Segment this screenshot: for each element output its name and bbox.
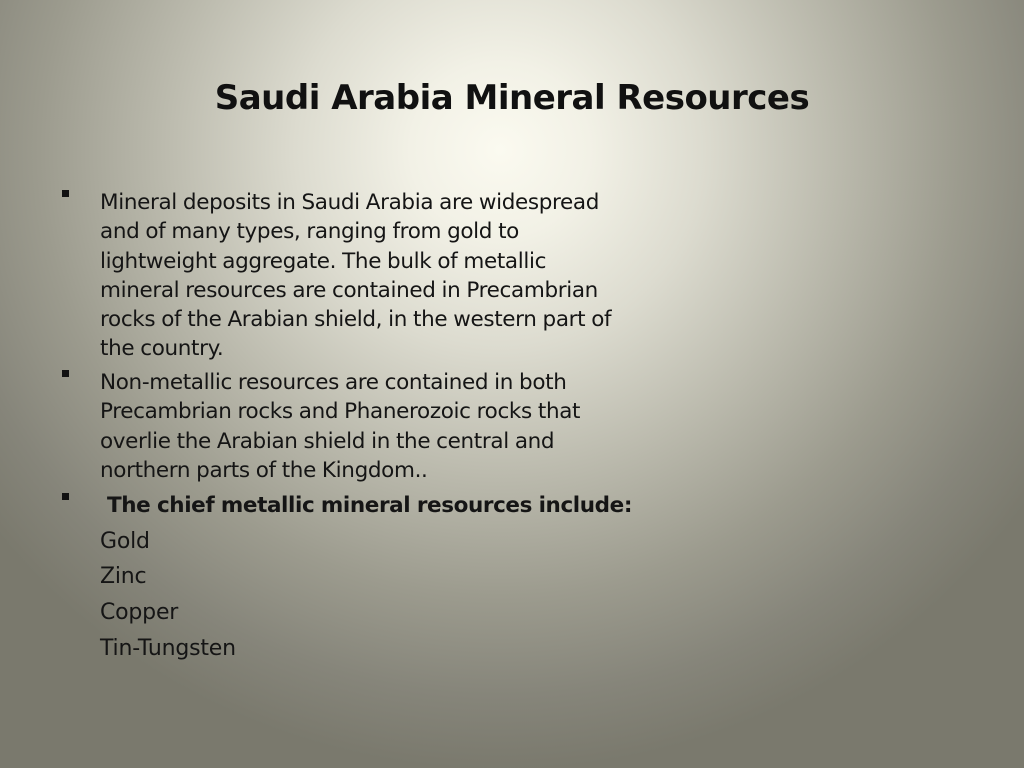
- mineral-item-gold: Gold: [100, 529, 150, 554]
- paragraph-line: rocks of the Arabian shield, in the western part of: [100, 307, 612, 333]
- paragraph-line: lightweight aggregate. The bulk of metallic: [100, 248, 547, 274]
- slide-title: Saudi Arabia Mineral Resources: [214, 78, 810, 118]
- bullet-paragraph-1: [100, 188, 660, 364]
- bullet-paragraph-2: [100, 368, 660, 485]
- mineral-item-tin-tungsten: Tin-Tungsten: [100, 636, 236, 661]
- paragraph-line: northern parts of the Kingdom..: [100, 457, 428, 483]
- mineral-item-copper: Copper: [100, 600, 179, 625]
- paragraph-line: Mineral deposits in Saudi Arabia are widespread: [100, 190, 600, 215]
- mineral-item-zinc: Zinc: [100, 564, 147, 589]
- paragraph-line: and of many types, ranging from gold to: [100, 219, 519, 245]
- paragraph-line: the country.: [100, 336, 224, 362]
- paragraph-line: overlie the Arabian shield in the central and: [100, 428, 555, 454]
- paragraph-line: mineral resources are contained in Precambrian: [100, 277, 598, 303]
- paragraph-line: Precambrian rocks and Phanerozoic rocks that: [100, 399, 581, 425]
- bullet-marker: [62, 368, 72, 388]
- paragraph-line: Non-metallic resources are contained in both: [100, 370, 567, 395]
- bullet-marker: [62, 491, 72, 511]
- bullet-heading-3: The chief metallic mineral resources include:: [107, 493, 633, 518]
- bullet-marker: [62, 188, 72, 208]
